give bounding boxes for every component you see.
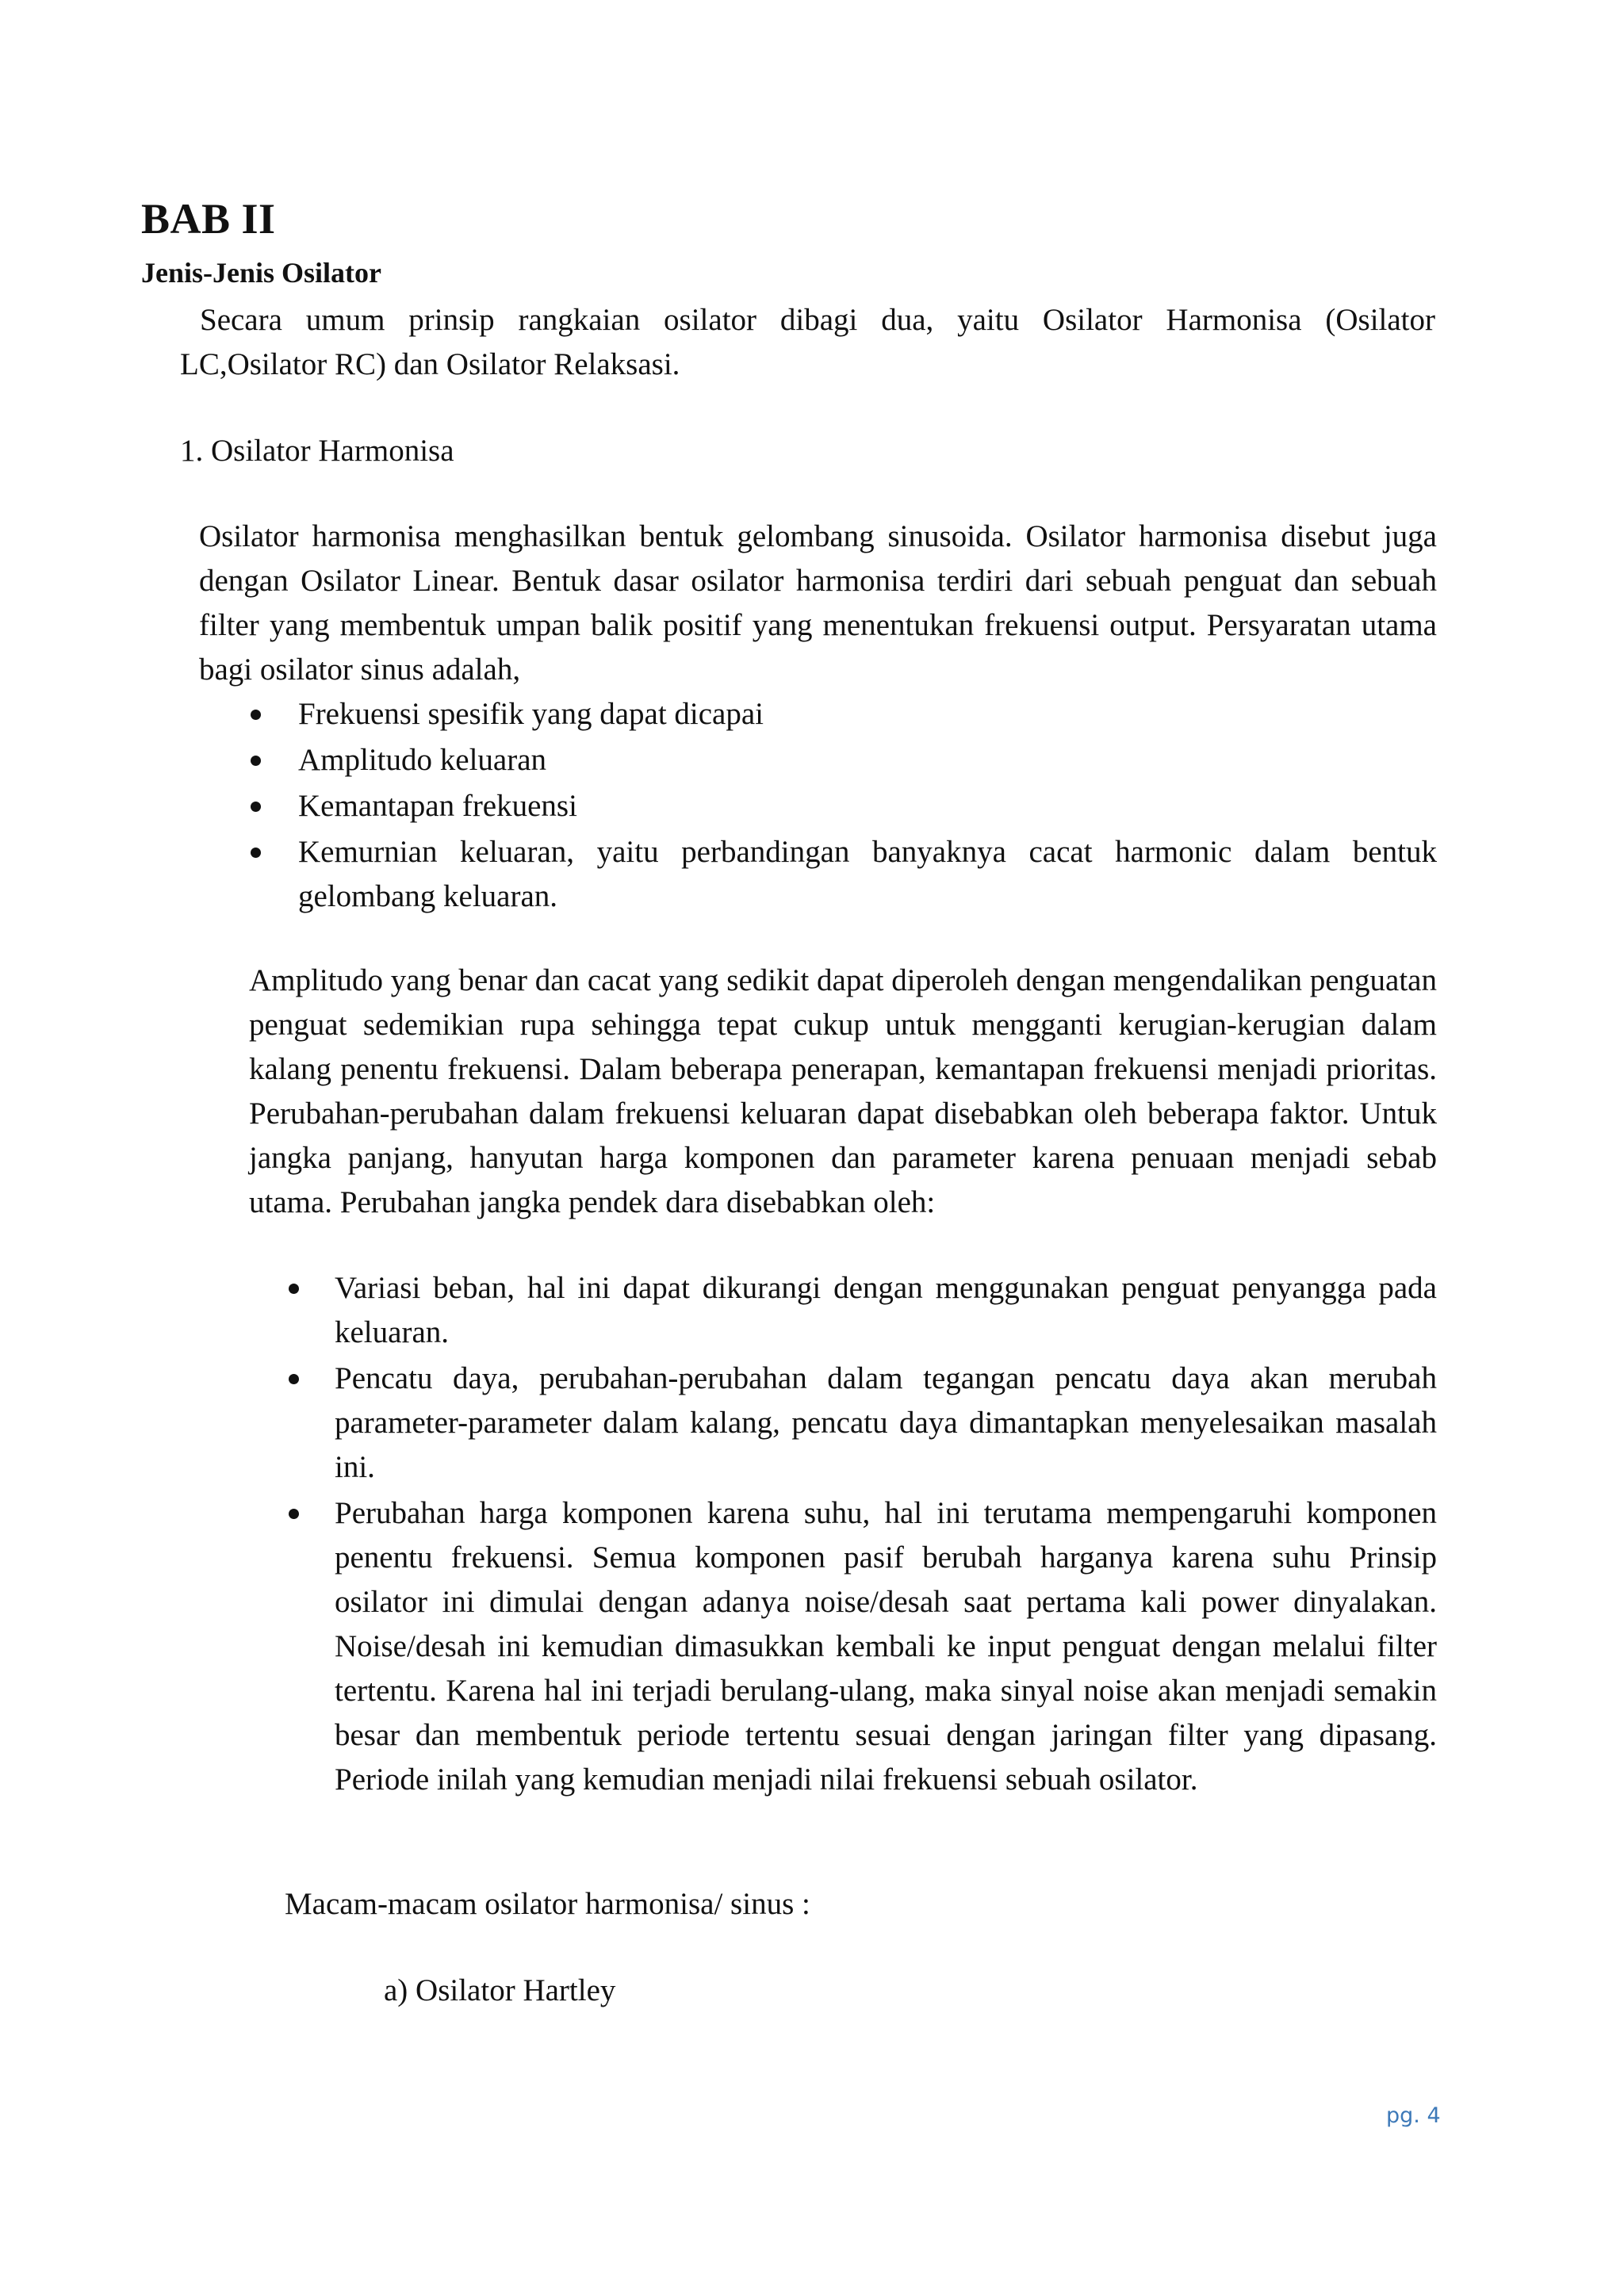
list-item: Kemurnian keluaran, yaitu perbandingan banyaknya cacat harmonic dalam bentuk gelombang keluaran. (298, 830, 1437, 919)
bullet-icon (251, 756, 261, 766)
types-heading: Macam-macam osilator harmonisa/ sinus : (285, 1887, 810, 1921)
intro-line-2: LC,Osilator RC) dan Osilator Relaksasi. (180, 347, 680, 381)
list-item: Variasi beban, hal ini dapat dikurangi dengan menggunakan penguat penyangga pada keluaran. (335, 1266, 1437, 1355)
causes-list (335, 1266, 1437, 1802)
bullet-icon (289, 1284, 299, 1294)
bullet-icon (251, 710, 261, 720)
bullet-icon (289, 1509, 299, 1519)
list-item: Amplitudo keluaran (298, 738, 1437, 783)
bullet-icon (289, 1374, 299, 1384)
page-number: pg. 4 (1386, 2103, 1441, 2128)
section-heading-harmonisa: 1. Osilator Harmonisa (180, 434, 454, 468)
chapter-heading: BAB II (141, 195, 276, 243)
stability-paragraph: Amplitudo yang benar dan cacat yang sedikit dapat diperoleh dengan mengendalikan penguatan penguat sedemikian rupa sehingga tepat cukup untuk mengganti kerugian-kerugian dalam kalang penentu frekuensi. Dalam beberapa penerapan, kemantapan frekuensi menjadi prioritas. Perubahan-perubahan dalam frekuensi keluaran dapat disebabkan oleh beberapa faktor. Untuk jangka panjang, hanyutan harga komponen dan parameter karena penuaan menjadi sebab utama. Perubahan jangka pendek dara disebabkan oleh: (249, 963, 1437, 1219)
requirements-list (298, 692, 1437, 919)
list-item: Perubahan harga komponen karena suhu, hal ini terutama mempengaruhi komponen penentu frekuensi. Semua komponen pasif berubah harganya karena suhu Prinsip osilator ini dimulai dengan adanya noise/desah saat pertama kali power dinyalakan. Noise/desah ini kemudian dimasukkan kembali ke input penguat dengan melalui filter tertentu. Karena hal ini terjadi berulang-ulang, maka sinyal noise akan menjadi semakin besar dan membentuk periode tertentu sesuai dengan jaringan filter yang dipasang. Periode inilah yang kemudian menjadi nilai frekuensi sebuah osilator. (335, 1491, 1437, 1802)
bullet-icon (251, 848, 261, 858)
harmonisa-paragraph: Osilator harmonisa menghasilkan bentuk gelombang sinusoida. Osilator harmonisa disebut juga dengan Osilator Linear. Bentuk dasar osilator harmonisa terdiri dari sebuah penguat dan sebuah filter yang membentuk umpan balik positif yang menentukan frekuensi output. Persyaratan utama bagi osilator sinus adalah, (199, 519, 1437, 687)
list-item: Pencatu daya, perubahan-perubahan dalam tegangan pencatu daya akan merubah parameter-parameter dalam kalang, pencatu daya dimantapkan menyelesaikan masalah ini. (335, 1357, 1437, 1490)
intro-line-1: Secara umum prinsip rangkaian osilator dibagi dua, yaitu Osilator Harmonisa (Osilator (200, 303, 1435, 337)
type-item-hartley: a) Osilator Hartley (384, 1973, 616, 2007)
list-item: Kemantapan frekuensi (298, 784, 1437, 828)
list-item: Frekuensi spesifik yang dapat dicapai (298, 692, 1437, 737)
chapter-title: Jenis-Jenis Osilator (141, 257, 381, 289)
bullet-icon (251, 802, 261, 812)
